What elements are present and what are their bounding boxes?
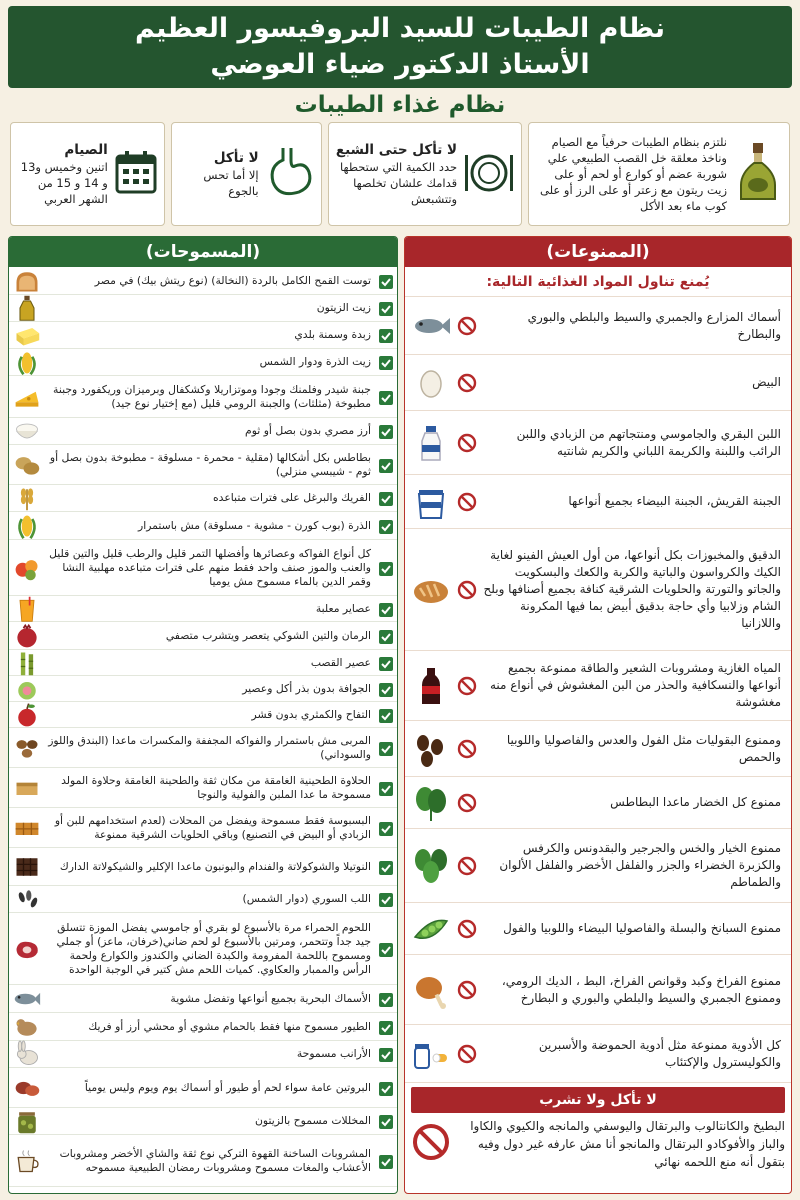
allowed-item — [9, 540, 397, 596]
page-header — [8, 6, 792, 88]
prohibited-icon — [457, 676, 477, 696]
forbidden-item-text: كل الأدوية ممنوعة مثل أدوية الحموضة والأسبرين والكوليسترول والإكتئاب — [538, 1037, 781, 1069]
info-title: لا تأكل — [213, 150, 259, 166]
fish-icon — [411, 306, 451, 346]
guava-icon — [13, 675, 41, 703]
info-box-satiety — [328, 122, 522, 226]
big-prohibited-icon — [411, 1122, 451, 1166]
allowed-item — [9, 702, 397, 728]
chicken-icon — [411, 970, 451, 1010]
allowed-item — [9, 768, 397, 808]
allowed-item — [9, 376, 397, 418]
allowed-item-text: الرمان والتين الشوكي يتعصر ويتشرب متصفي — [165, 628, 371, 642]
allowed-item — [9, 1068, 397, 1108]
prohibited-icon — [457, 433, 477, 453]
allowed-item-text: زبدة وسمنة بلدي — [294, 328, 371, 341]
allowed-item — [9, 650, 397, 676]
allowed-column — [8, 236, 398, 1194]
forbidden-item — [405, 651, 791, 721]
prohibited-icon — [457, 739, 477, 759]
forbidden-item — [405, 411, 791, 475]
olive-oil-icon — [13, 294, 41, 322]
check-icon — [379, 390, 393, 404]
milk-bottle-icon — [411, 423, 451, 463]
forbidden-item — [405, 721, 791, 777]
info-box-fasting — [10, 122, 165, 226]
forbidden-item-text: المياه الغازية ومشروبات الشعير والطاقة ممنوعة بجميع أنواعها والنسكافية والحذر من البن المغشوش في أنواع منه مغشوشة — [489, 661, 781, 709]
rice-icon — [13, 417, 41, 445]
check-icon — [379, 561, 393, 575]
soda-icon — [411, 666, 451, 706]
allowed-item — [9, 1013, 397, 1041]
check-icon — [379, 328, 393, 342]
allowed-item — [9, 267, 397, 295]
stomach-icon — [265, 144, 315, 204]
corn-oil-icon — [13, 348, 41, 376]
forbidden-item — [405, 1025, 791, 1083]
pomegranate-icon — [13, 622, 41, 650]
forbidden-item-text: الدقيق والمخبوزات بكل أنواعها، من أول العيش الفينو لغاية الكيك والكرواسون والباتية والكربة والكعك والبسكويت والجاتو والتورتة والحلويات الشرقية كنافة بجميع أصنافها وبلح الشام وزلابيا وأي حاجة بدقيق أبيض بما فيها المكرونة واللازانيا — [483, 548, 781, 630]
prohibited-icon — [457, 373, 477, 393]
forbidden-item-text: ممنوع الفراخ وكبد وقوانص الفراخ، البط ، الديك الرومي، وممنوع الجمبري والسيط والبلطي والبوري و البطارخ — [501, 973, 781, 1005]
allowed-item-text: الطيور مسموح منها فقط بالحمام مشوي أو محشي أرز أو فريك — [88, 1019, 371, 1033]
allowed-item-text: النوتيلا والشوكولاتة والفندام والبونبون ماعدا الإكلير والشيكولاتة الدارك — [59, 859, 371, 873]
check-icon — [379, 781, 393, 795]
plate-icon — [463, 147, 515, 201]
check-icon — [379, 458, 393, 472]
no-eat-no-drink-text: البطيخ والكانتالوب والبرتقال واليوسفي والمانجه والكيوي والكاوا والباز والأفوكادو البرتقال والمانجو أنا مش عارفه غير دول وفيه بتقول أنه منع اللحمه نهائي — [470, 1119, 785, 1169]
allowed-item — [9, 676, 397, 702]
allowed-item — [9, 1108, 397, 1135]
check-icon — [379, 629, 393, 643]
check-icon — [379, 519, 393, 533]
rabbit-icon — [13, 1040, 41, 1068]
allowed-item-text: عصير القصب — [310, 655, 371, 669]
info-strip — [10, 122, 790, 226]
allowed-item — [9, 913, 397, 985]
chocolate-icon — [13, 853, 41, 881]
page-subtitle: نظام غذاء الطيبات — [294, 92, 506, 118]
check-icon — [379, 942, 393, 956]
info-text: إلا أما تحس بالجوع — [203, 168, 259, 198]
allowed-item-text: الأسماك البحرية بجميع أنواعها وتفضل مشوية — [170, 991, 371, 1005]
allowed-item — [9, 1041, 397, 1068]
allowed-item-text: الحلاوة الطحينية الغامقة من مكان ثقة والطحينة الغامقة وحلاوة المولد مسموحة ما عدا الملبن والفولية والنوجا — [61, 773, 371, 801]
prohibited-icon — [457, 1044, 477, 1064]
allowed-item-text: الفريك والبرغل على فترات متباعده — [213, 491, 371, 504]
cane-icon — [13, 649, 41, 677]
pills-icon — [411, 1034, 451, 1074]
peas-icon — [411, 909, 451, 949]
allowed-item — [9, 295, 397, 322]
allowed-item-text: زيت الذرة ودوار الشمس — [259, 355, 371, 368]
forbidden-item — [405, 955, 791, 1025]
allowed-item — [9, 728, 397, 768]
allowed-item-text: توست القمح الكامل بالردة (النخالة) (نوع ريتش بيك) في مصر — [94, 273, 371, 287]
fruits-icon — [13, 554, 41, 582]
allowed-item-text: اللحوم الحمراء مرة بالأسبوع لو بقري أو جاموسي يفضل الموزة تتسلق جيد جداً وتتحمر، ومرتين بالأسبوع لو لحم ضاني(خرفان، ماعز) أو جملي ومسموح باللحمة المفرومة والكبدة الضاني والكندوز والكوارع ولحمة الرأس والممبار والعكاوي. كميات اللحم مش كتير في الوجبة الواحدة — [56, 920, 371, 976]
pickles-icon — [13, 1107, 41, 1135]
allowed-item-text: المشروبات الساخنة القهوة التركي نوع ثقة والشاي الأخضر ومشروبات الأعشاب والمغات مسموح ومشروبات رمضان الطبيعية مسموحه — [59, 1146, 371, 1174]
check-icon — [379, 424, 393, 438]
forbidden-item-text: الجبنة القريش، الجبنة البيضاء بجميع أنواعها — [568, 494, 781, 508]
allowed-item-text: المربى مش باستمرار والفواكه المجففة والمكسرات ماعدا (البندق واللوز والسوداني) — [48, 733, 371, 761]
check-icon — [379, 708, 393, 722]
allowed-item-text: التفاح والكمثري بدون قشر — [251, 707, 371, 721]
basbousa-icon — [13, 814, 41, 842]
info-box-vinegar — [528, 122, 790, 226]
forbidden-item-text: اللبن البقري والجاموسي ومنتجاتهم من الزبادي واللبن الرائب واللبنة والكريمة اللباني والكريم شانتيه — [516, 426, 781, 458]
info-text: اتنين وخميس و13 و 14 و 15 من الشهر العربي — [20, 160, 108, 206]
prohibited-icon — [457, 492, 477, 512]
forbidden-item — [405, 903, 791, 955]
pigeon-icon — [13, 1013, 41, 1041]
forbidden-list — [405, 297, 791, 1083]
allowed-item — [9, 445, 397, 485]
potato-icon — [13, 451, 41, 479]
prohibited-icon — [457, 856, 477, 876]
check-icon — [379, 602, 393, 616]
check-icon — [379, 860, 393, 874]
no-eat-no-drink-box — [405, 1113, 791, 1175]
allowed-item — [9, 848, 397, 886]
allowed-item-text: كل أنواع الفواكه وعصائرها وأفضلها التمر قليل والرطب قليل والتين قليل والعنب والموز صنف واحد فقط منهم على فترات متباعده مهلبية النشا وقمر الدين بالماء مسموح مش يوميا — [49, 546, 371, 588]
beans-icon — [411, 729, 451, 769]
allowed-item-text: اللب السوري (دوار الشمس) — [242, 892, 371, 905]
forbidden-item — [405, 355, 791, 411]
info-title: لا تأكل حتى الشبع — [335, 142, 458, 158]
check-icon — [379, 1081, 393, 1095]
juice-icon — [13, 595, 41, 623]
allowed-item — [9, 596, 397, 622]
cheese-tub-icon — [411, 482, 451, 522]
check-icon — [379, 1114, 393, 1128]
nuts-icon — [13, 734, 41, 762]
no-eat-no-drink-header: لا تأكل ولا تشرب — [411, 1087, 785, 1113]
check-icon — [379, 355, 393, 369]
header-title-line1: نظام الطيبات للسيد البروفيسور العظيم — [135, 13, 665, 44]
info-text: حدد الكمية التي ستحطها قدامك علشان تخلصها وتتشبعش — [340, 160, 458, 206]
egg-icon — [411, 363, 451, 403]
allowed-item — [9, 808, 397, 848]
forbidden-item-text: وممنوع البقوليات مثل الفول والعدس والفاصوليا واللوبيا والحمص — [506, 732, 781, 764]
check-icon — [379, 682, 393, 696]
check-icon — [379, 821, 393, 835]
forbidden-item — [405, 777, 791, 829]
allowed-item-text: جبنة شيدر وفلمنك وجودا وموتزاريلا وكشكفال وبرميزان وريكفورد وجبنة مطبوخة (مثلثات) والجبنة الرومي قليل (مع إختيار نوع جيد) — [53, 382, 371, 410]
allowed-item — [9, 418, 397, 445]
calendar-icon — [114, 149, 158, 199]
check-icon — [379, 656, 393, 670]
forbidden-item-text: ممنوع كل الخضار ماعدا البطاطس — [610, 795, 781, 809]
check-icon — [379, 1020, 393, 1034]
butter-icon — [13, 321, 41, 349]
greens-icon — [411, 846, 451, 886]
forbidden-item — [405, 297, 791, 355]
corn-icon — [13, 512, 41, 540]
allowed-item — [9, 485, 397, 512]
info-box-hunger — [171, 122, 322, 226]
allowed-item-text: زيت الزيتون — [316, 301, 371, 314]
allowed-item-text: عصاير معلبة — [315, 601, 371, 615]
forbidden-intro: يُمنع تناول المواد الغذائية التالية: — [405, 267, 791, 297]
forbidden-item — [405, 529, 791, 651]
allowed-item-text: الذرة (بوب كورن - مشوية - مسلوقة) مش باستمرار — [138, 518, 371, 532]
allowed-item-text: الجوافة بدون بذر أكل وعصير — [242, 681, 371, 695]
allowed-item — [9, 322, 397, 349]
allowed-item-text: بطاطس بكل أشكالها (مقلية - محمرة - مسلوقة - مطبوخة بدون بصل أو ثوم - شيبسي منزلي) — [49, 450, 371, 478]
halawa-icon — [13, 774, 41, 802]
allowed-item — [9, 512, 397, 540]
prohibited-icon — [457, 980, 477, 1000]
sea-fish-icon — [13, 985, 41, 1013]
info-title: الصيام — [64, 142, 108, 158]
forbidden-item-text: ممنوع الخيار والخس والجرجير والبقدونس والكرفس والكزبرة الخضراء والجزر والفلفل الأخضر والفلفل الألوان والطماطم — [499, 841, 781, 889]
forbidden-item — [405, 475, 791, 529]
allowed-item — [9, 886, 397, 913]
protein-icon — [13, 1074, 41, 1102]
forbidden-item-text: أسماك المزارع والجمبري والسيط والبلطي والبوري والبطارخ — [527, 309, 781, 341]
seeds-icon — [13, 885, 41, 913]
allowed-item-text: البسبوسة فقط مسموحة ويفضل من المحلات (لعدم استخدامهم للبن أو الزبادي أو البيض في التصنيع) وباقي الحلويات الشرقية ممنوعة — [54, 813, 371, 841]
steak-icon — [13, 935, 41, 963]
check-icon — [379, 992, 393, 1006]
coffee-icon — [13, 1147, 41, 1175]
prohibited-icon — [457, 793, 477, 813]
allowed-list — [9, 267, 397, 1187]
oil-bottle-icon — [733, 141, 783, 207]
toast-icon — [13, 267, 41, 295]
check-icon — [379, 301, 393, 315]
allowed-header: (المسموحات) — [9, 237, 397, 267]
info-text: نلتزم بنظام الطيبات حرفياً مع الصيام وناخذ معلقة خل القصب الطبيعي علي شوربة عضم أو كوارع أو لحم أو على زيت ريتون مع زعتر أو على الرز أو على كوب ماء بعد الأكل — [539, 135, 727, 213]
check-icon — [379, 491, 393, 505]
forbidden-item-text: ممنوع السبانخ والبسلة والفاصوليا البيضاء واللوبيا والفول — [503, 921, 781, 935]
forbidden-item — [405, 829, 791, 903]
allowed-item-text: أرز مصري بدون بصل أو ثوم — [245, 424, 371, 437]
allowed-item — [9, 622, 397, 650]
allowed-item — [9, 985, 397, 1013]
spinach-icon — [411, 783, 451, 823]
header-title-line2: الأستاذ الدكتور ضياء العوضي — [210, 49, 590, 80]
allowed-item — [9, 1135, 397, 1187]
allowed-item — [9, 349, 397, 376]
check-icon — [379, 741, 393, 755]
allowed-item-text: البروتين عامة سواء لحم أو طيور أو أسماك يوم ويوم وليس يومياً — [84, 1080, 371, 1094]
allowed-item-text: الأرانب مسموحة — [296, 1047, 371, 1060]
check-icon — [379, 892, 393, 906]
forbidden-header: (الممنوعات) — [405, 237, 791, 267]
prohibited-icon — [457, 580, 477, 600]
apple-icon — [13, 701, 41, 729]
check-icon — [379, 1047, 393, 1061]
check-icon — [379, 1154, 393, 1168]
allowed-item-text: المخللات مسموح بالزيتون — [254, 1114, 371, 1127]
cheese-icon — [13, 383, 41, 411]
wheat-icon — [13, 484, 41, 512]
forbidden-column — [404, 236, 792, 1194]
bread-icon — [411, 570, 451, 610]
prohibited-icon — [457, 316, 477, 336]
prohibited-icon — [457, 919, 477, 939]
forbidden-item-text: البيض — [752, 375, 781, 389]
check-icon — [379, 274, 393, 288]
